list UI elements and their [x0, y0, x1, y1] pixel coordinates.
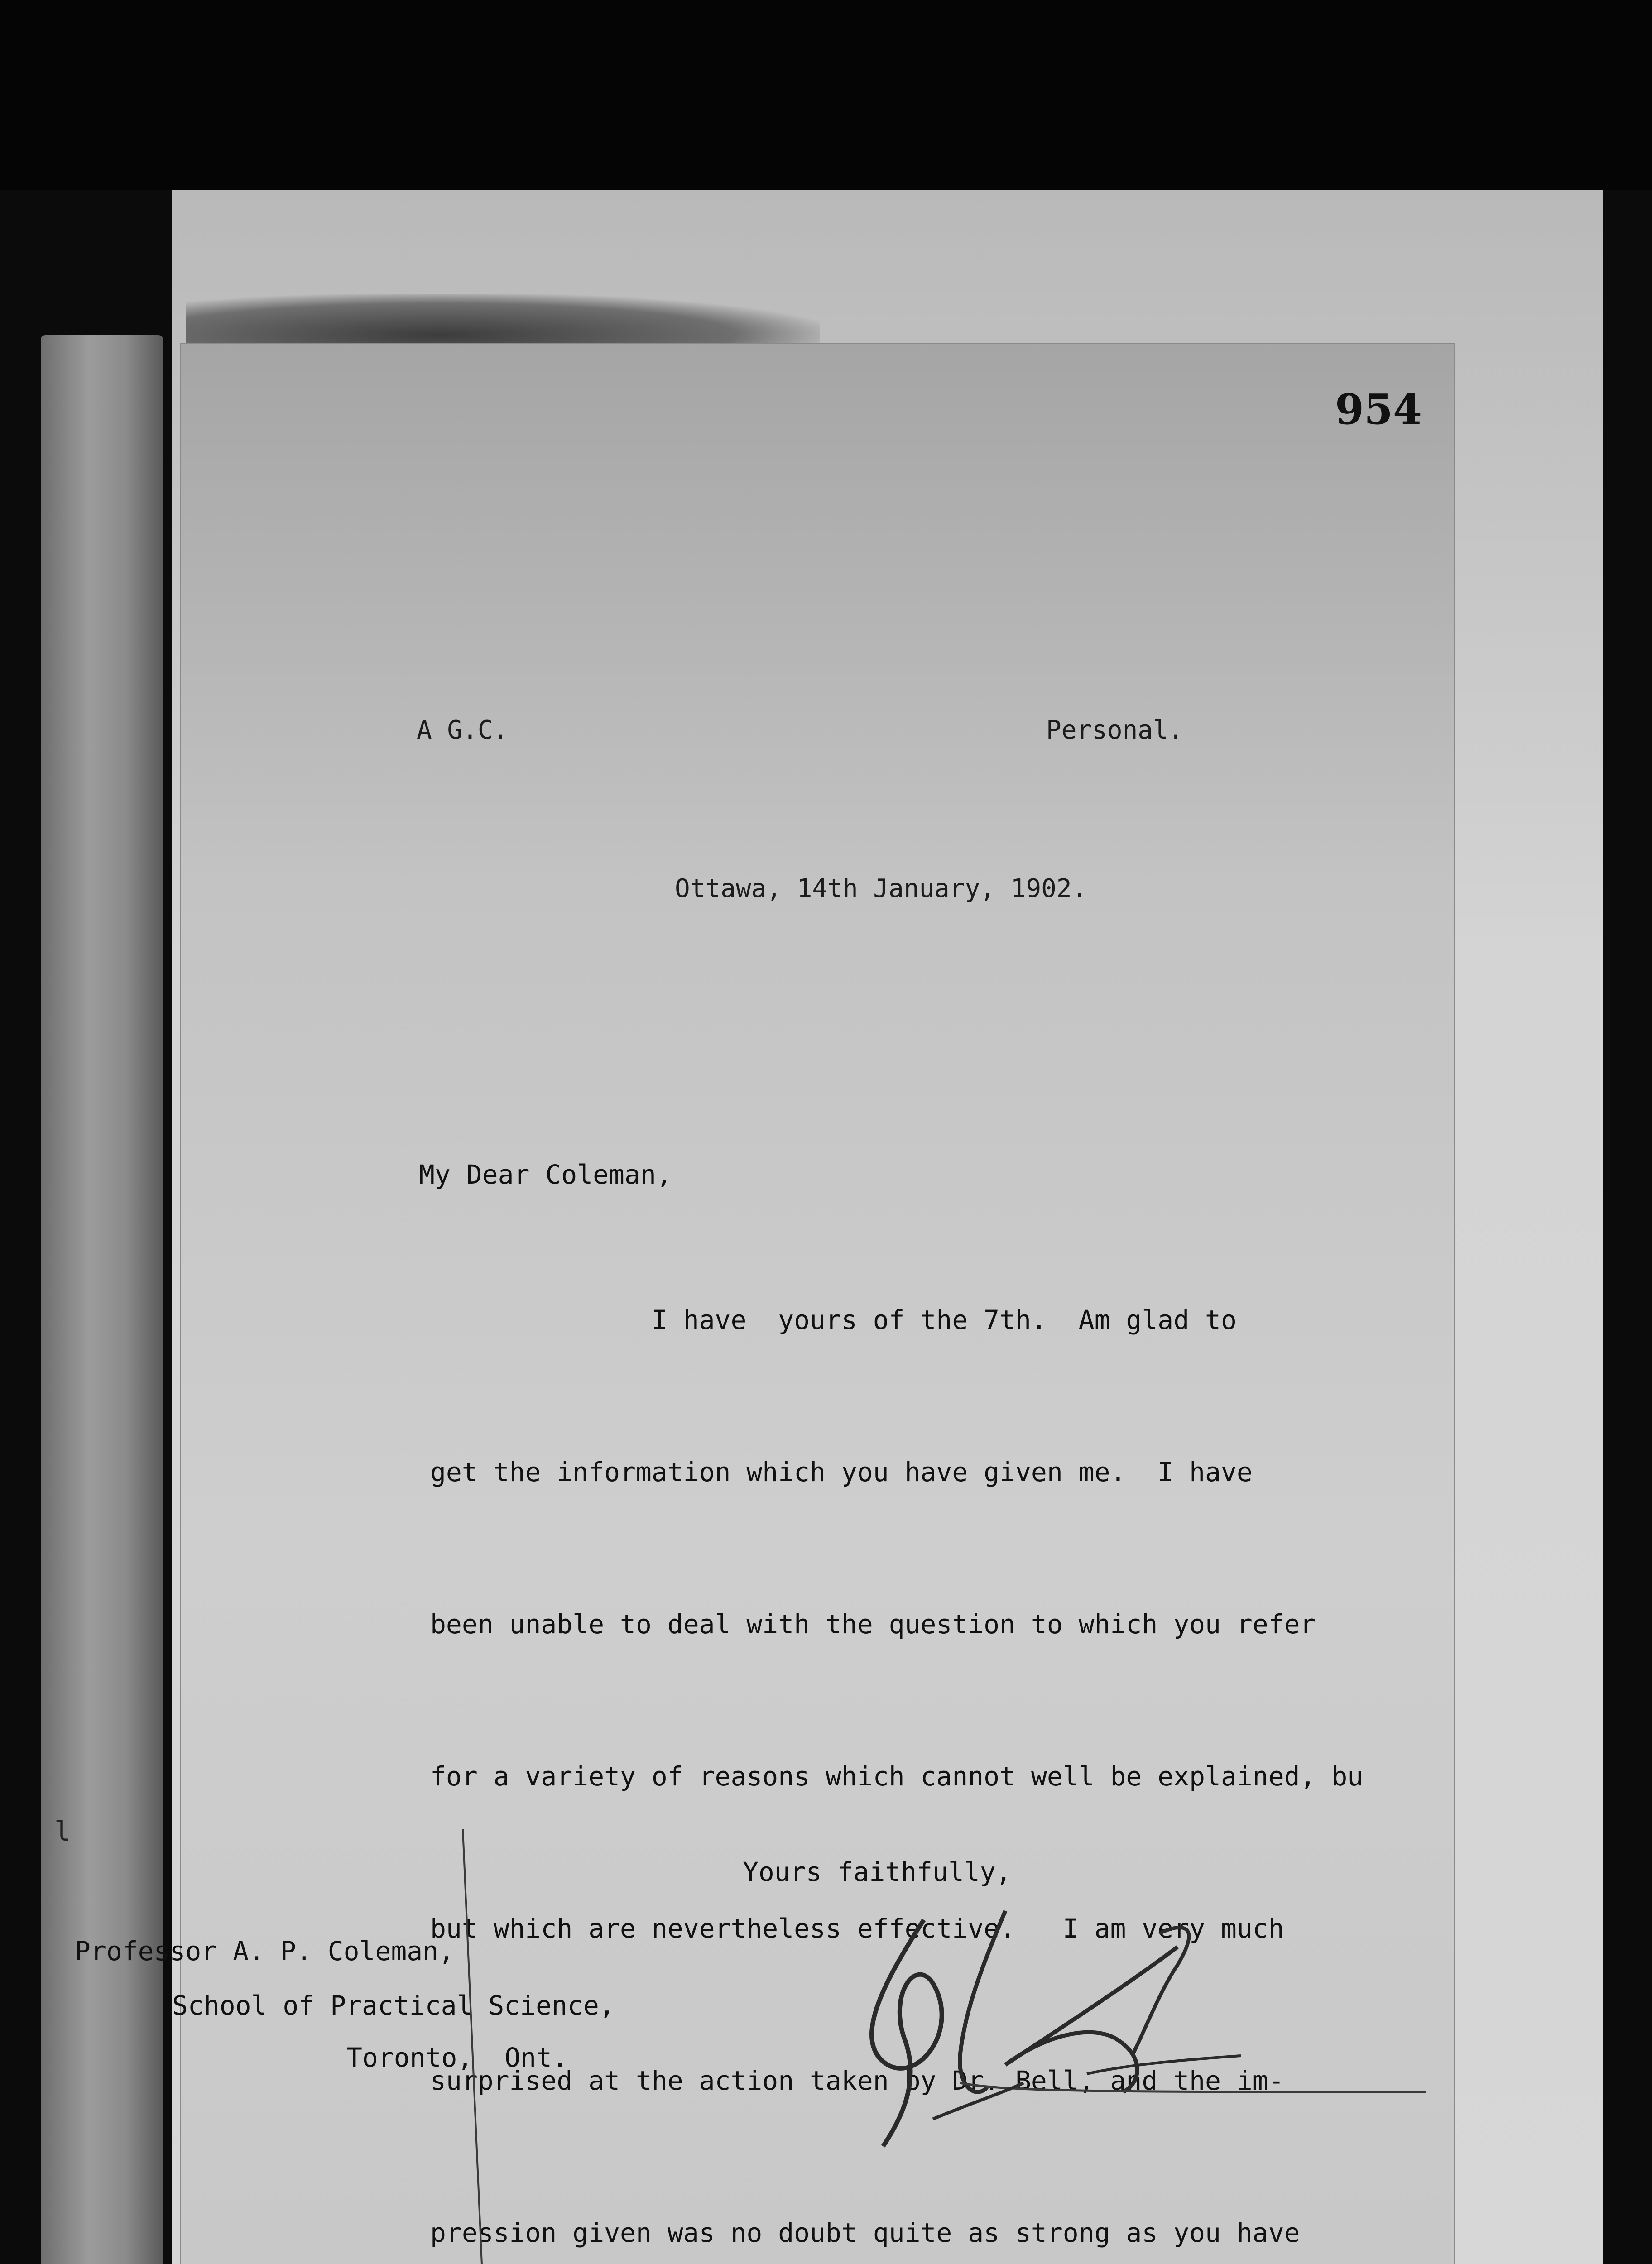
handwritten-signature: [770, 1893, 1449, 2173]
body-line: I have yours of the 7th. Am glad to: [430, 1305, 1237, 1335]
body-line: but which are nevertheless effective. I am very much: [430, 1913, 1284, 1944]
body-line: surprised at the action taken by Dr. Bell, and the im-: [430, 2065, 1284, 2096]
recipient-city: Toronto, Ont.: [346, 2042, 568, 2073]
reference-code: A G.C.: [417, 715, 509, 745]
salutation: My Dear Coleman,: [419, 1159, 672, 1190]
recipient-name: Professor A. P. Coleman,: [75, 1936, 455, 1967]
body-line: get the information which you have given me. I have: [430, 1457, 1253, 1487]
recipient-institution: School of Practical Science,: [172, 1990, 615, 2021]
body-line: been unable to deal with the question to which you refer: [430, 1609, 1316, 1640]
margin-mark: l: [54, 1816, 71, 1847]
personal-marking: Personal.: [1046, 715, 1184, 745]
body-line: for a variety of reasons which cannot well be explained, bu: [430, 1761, 1364, 1792]
closing: Yours faithfully,: [743, 1856, 1012, 1887]
film-border-top: [0, 0, 1652, 190]
binding-strip: [41, 335, 163, 2264]
letter-page: [75, 344, 1454, 2264]
dateline: Ottawa, 14th January, 1902.: [675, 874, 1087, 903]
page-number: 954: [1335, 385, 1422, 434]
body-line: pression given was no doubt quite as strong as you have: [430, 2217, 1300, 2248]
